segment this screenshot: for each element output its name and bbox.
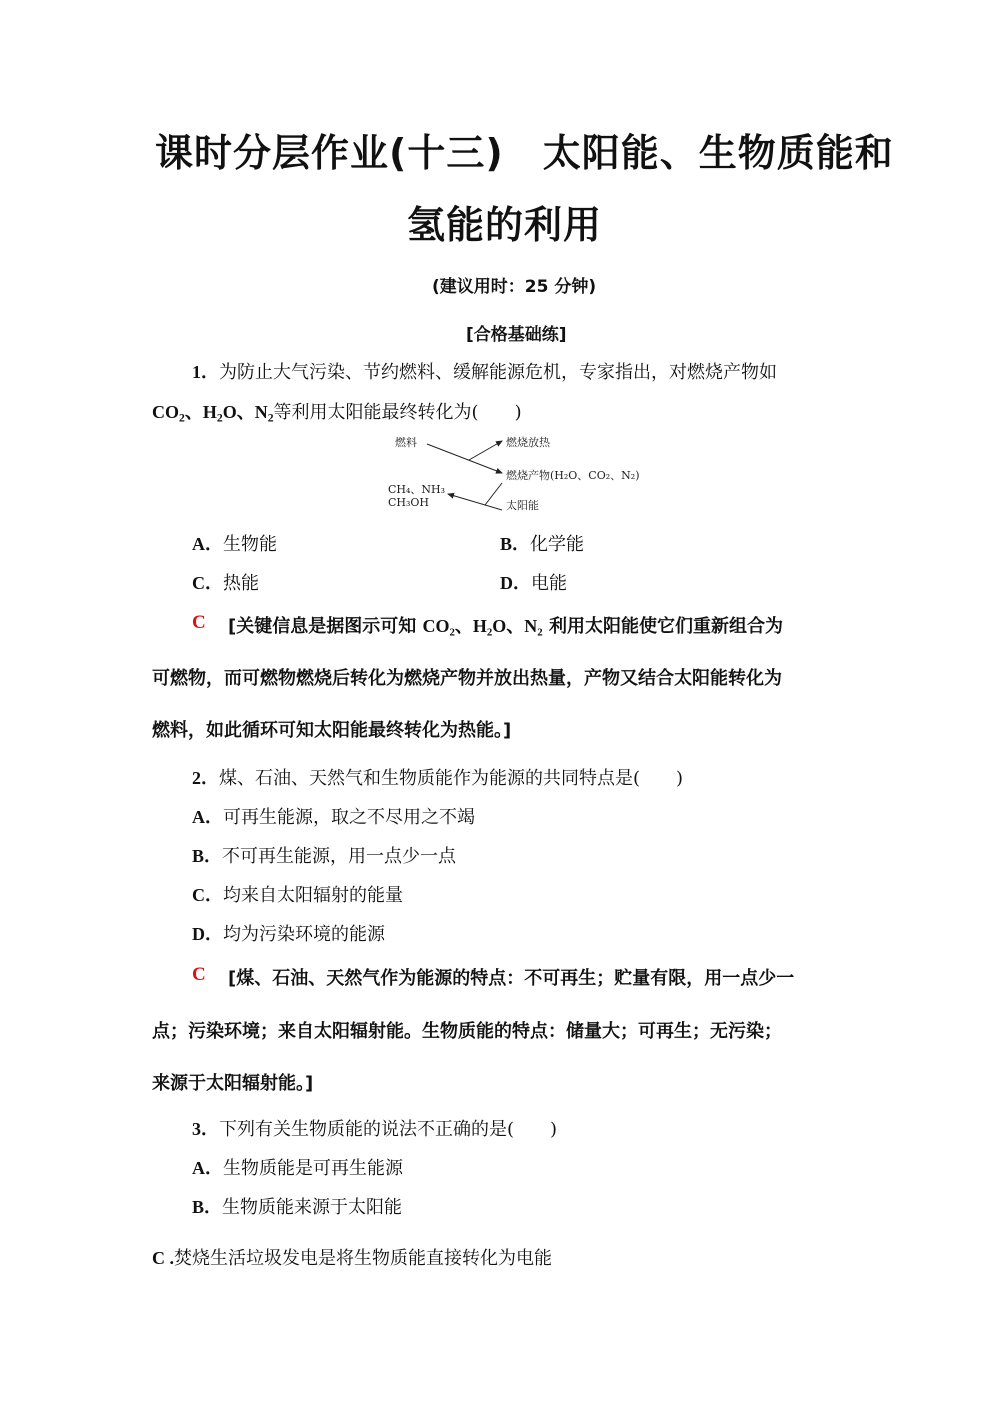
option-label: A． <box>192 534 223 554</box>
diagram-compounds-line1: CH₄、NH₃ <box>388 483 446 496</box>
option-label: D． <box>192 924 223 944</box>
q2-explanation-line3: 来源于太阳辐射能。] <box>152 1073 314 1094</box>
option-text: 不可再生能源，用一点少一点 <box>222 846 457 867</box>
q2-explanation-line2: 点；污染环境；来自太阳辐射能。生物质能的特点：储量大；可再生；无污染； <box>152 1021 782 1042</box>
q2-answer: C <box>192 964 206 985</box>
explain-text: 利用太阳能使它们重新组合为 <box>542 616 783 637</box>
q1-stem-text: 为防止大气污染、节约燃料、缓解能源危机，专家指出，对燃烧产物如 <box>219 362 777 383</box>
arrow-fuel-to-products <box>427 444 502 473</box>
q1-stem-line2 <box>152 398 522 424</box>
q3-stem <box>192 1115 557 1141</box>
q1-formula-h: 、H <box>184 402 217 422</box>
diagram-products: 燃烧产物(H₂O、CO₂、N₂) <box>506 469 640 482</box>
diagram-solar: 太阳能 <box>506 499 539 512</box>
q1-sub-2: 2 <box>216 411 223 425</box>
q1-option-a[interactable] <box>192 530 277 556</box>
option-text: 生物质能是可再生能源 <box>223 1158 403 1179</box>
q1-option-b[interactable] <box>500 530 584 556</box>
q1-explanation-line2: 可燃物，而可燃物燃烧后转化为燃烧产物并放出热量，产物又结合太阳能转化为 <box>152 668 782 689</box>
q3-stem-text: 下列有关生物质能的说法不正确的是( ) <box>219 1119 558 1140</box>
q2-option-a[interactable] <box>192 803 475 829</box>
option-label: A． <box>192 1158 223 1178</box>
option-label: B． <box>192 846 223 866</box>
diagram-combustion-heat: 燃烧放热 <box>506 436 550 449</box>
q1-explanation-line3: 燃料，如此循环可知太阳能最终转化为热能。] <box>152 720 512 741</box>
arrow-solar-to-compounds <box>448 494 502 510</box>
explain-text: [关键信息是据图示可知 <box>228 616 423 637</box>
q1-explanation-line1 <box>228 612 783 638</box>
q1-stem-end: 等利用太阳能最终转化为( ) <box>273 402 522 423</box>
option-label: C． <box>192 885 223 905</box>
q1-formula-n: O、N <box>222 402 268 422</box>
option-label: C . <box>152 1248 174 1268</box>
line-products-to-solar <box>485 483 502 505</box>
q2-option-c[interactable] <box>192 881 403 907</box>
q1-sub-3: 2 <box>267 411 274 425</box>
energy-cycle-diagram <box>385 430 675 516</box>
q1-number: 1． <box>192 362 219 382</box>
option-label: C． <box>192 573 223 593</box>
q1-sub-1: 2 <box>179 411 185 425</box>
q2-stem-text: 煤、石油、天然气和生物质能作为能源的共同特点是( ) <box>219 768 684 789</box>
option-label: D． <box>500 573 531 593</box>
diagram-fuel: 燃料 <box>395 436 417 449</box>
q1-stem-line1 <box>192 358 777 384</box>
section-heading: [合格基础练] <box>466 325 567 345</box>
q1-option-d[interactable] <box>500 569 567 595</box>
option-text: 可再生能源，取之不尽用之不竭 <box>223 807 475 828</box>
arrow-to-heat <box>469 441 502 460</box>
q1-answer: C <box>192 612 206 633</box>
q2-option-b[interactable] <box>192 842 456 868</box>
suggested-time: (建议用时：25 分钟) <box>432 277 597 297</box>
diagram-compounds-line2: CH₃OH <box>388 496 430 509</box>
option-label: B． <box>500 534 531 554</box>
option-label: A． <box>192 807 223 827</box>
q3-option-a[interactable] <box>192 1154 403 1180</box>
q3-option-b[interactable] <box>192 1193 402 1219</box>
q3-number: 3． <box>192 1119 219 1139</box>
q2-stem <box>192 764 683 790</box>
option-label: B． <box>192 1197 223 1217</box>
option-text: 化学能 <box>530 534 585 555</box>
option-text: 均来自太阳辐射的能量 <box>223 885 403 906</box>
q2-explanation-line1: [煤、石油、天然气作为能源的特点：不可再生；贮量有限，用一点少一 <box>228 968 795 989</box>
q2-number: 2． <box>192 768 219 788</box>
page-title-line2: 氢能的利用 <box>407 203 603 247</box>
option-text: 焚烧生活垃圾发电是将生物质能直接转化为电能 <box>174 1248 552 1269</box>
q2-option-d[interactable] <box>192 920 385 946</box>
explain-formula: CO₂、H₂O、N₂ <box>422 616 543 636</box>
option-text: 电能 <box>531 573 567 594</box>
q1-option-c[interactable] <box>192 569 259 595</box>
q3-option-c[interactable] <box>152 1244 552 1270</box>
option-text: 均为污染环境的能源 <box>223 924 385 945</box>
page-title-line1: 课时分层作业(十三) 太阳能、生物质能和 <box>155 131 894 175</box>
option-text: 生物质能来源于太阳能 <box>222 1197 403 1218</box>
option-text: 生物能 <box>223 534 277 555</box>
q1-formula-co: CO <box>152 402 179 422</box>
option-text: 热能 <box>223 573 259 594</box>
